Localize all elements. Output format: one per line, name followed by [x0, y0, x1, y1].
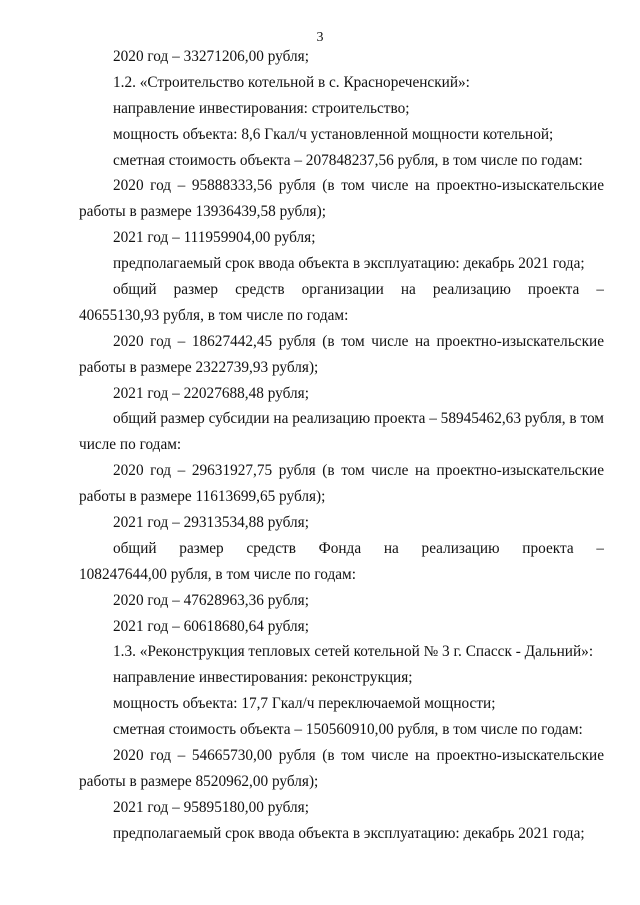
text-line: мощность объекта: 8,6 Гкал/ч установленной мощности котельной;: [113, 125, 554, 143]
page-number: 3: [316, 30, 324, 45]
text-line: предполагаемый срок ввода объекта в эксплуатацию: декабрь 2021 года;: [113, 255, 585, 273]
text-line: общий размер субсидии на реализацию проекта – 58945462,63 рубля, в том: [113, 410, 604, 428]
text-line: 2020 год – 47628963,36 рубля;: [113, 591, 309, 609]
text-line: направление инвестирования: реконструкция;: [113, 669, 413, 687]
text-line: 2020 год – 33271206,00 рубля;: [113, 48, 309, 65]
text-line: числе по годам:: [79, 436, 182, 454]
text-line: сметная стоимость объекта – 207848237,56 рубля, в том числе по годам:: [113, 151, 583, 169]
text-line: работы в размере 13936439,58 рубля);: [79, 203, 326, 221]
text-line: сметная стоимость объекта – 150560910,00 рубля, в том числе по годам:: [113, 721, 583, 739]
text-line: 2020 год – 95888333,56 рубля (в том числе на проектно-изыскательские: [113, 177, 604, 195]
text-line: предполагаемый срок ввода объекта в эксплуатацию: декабрь 2021 года;: [113, 824, 585, 842]
text-line: 108247644,00 рубля, в том числе по годам:: [79, 565, 356, 583]
text-line: работы в размере 2322739,93 рубля);: [79, 358, 319, 376]
text-line: 2021 год – 95895180,00 рубля;: [113, 798, 309, 816]
text-line: мощность объекта: 17,7 Гкал/ч переключаемой мощности;: [113, 695, 496, 713]
text-line: 1.2. «Строительство котельной в с. Краснореченский»:: [113, 73, 470, 91]
text-line: общий размер средств Фонда на реализацию проекта –: [113, 539, 604, 557]
text-line: 2020 год – 18627442,45 рубля (в том числе на проектно-изыскательские: [113, 332, 604, 350]
text-line: работы в размере 11613699,65 рубля);: [79, 488, 326, 506]
document-body: [79, 44, 604, 847]
text-line: 40655130,93 рубля, в том числе по годам:: [79, 306, 349, 324]
text-line: работы в размере 8520962,00 рубля);: [79, 772, 319, 790]
text-line: 2021 год – 60618680,64 рубля;: [113, 617, 309, 635]
text-line: 2020 год – 54665730,00 рубля (в том числе на проектно-изыскательские: [113, 747, 604, 765]
text-line: 2021 год – 111959904,00 рубля;: [113, 229, 316, 247]
text-line: направление инвестирования: строительство;: [113, 99, 410, 117]
text-line: 1.3. «Реконструкция тепловых сетей котельной № 3 г. Спасск - Дальний»:: [113, 643, 594, 661]
text-line: 2021 год – 22027688,48 рубля;: [113, 384, 309, 402]
text-line: 2021 год – 29313534,88 рубля;: [113, 514, 309, 532]
text-line: общий размер средств организации на реализацию проекта –: [113, 281, 604, 299]
text-line: 2020 год – 29631927,75 рубля (в том числе на проектно-изыскательские: [113, 462, 604, 480]
